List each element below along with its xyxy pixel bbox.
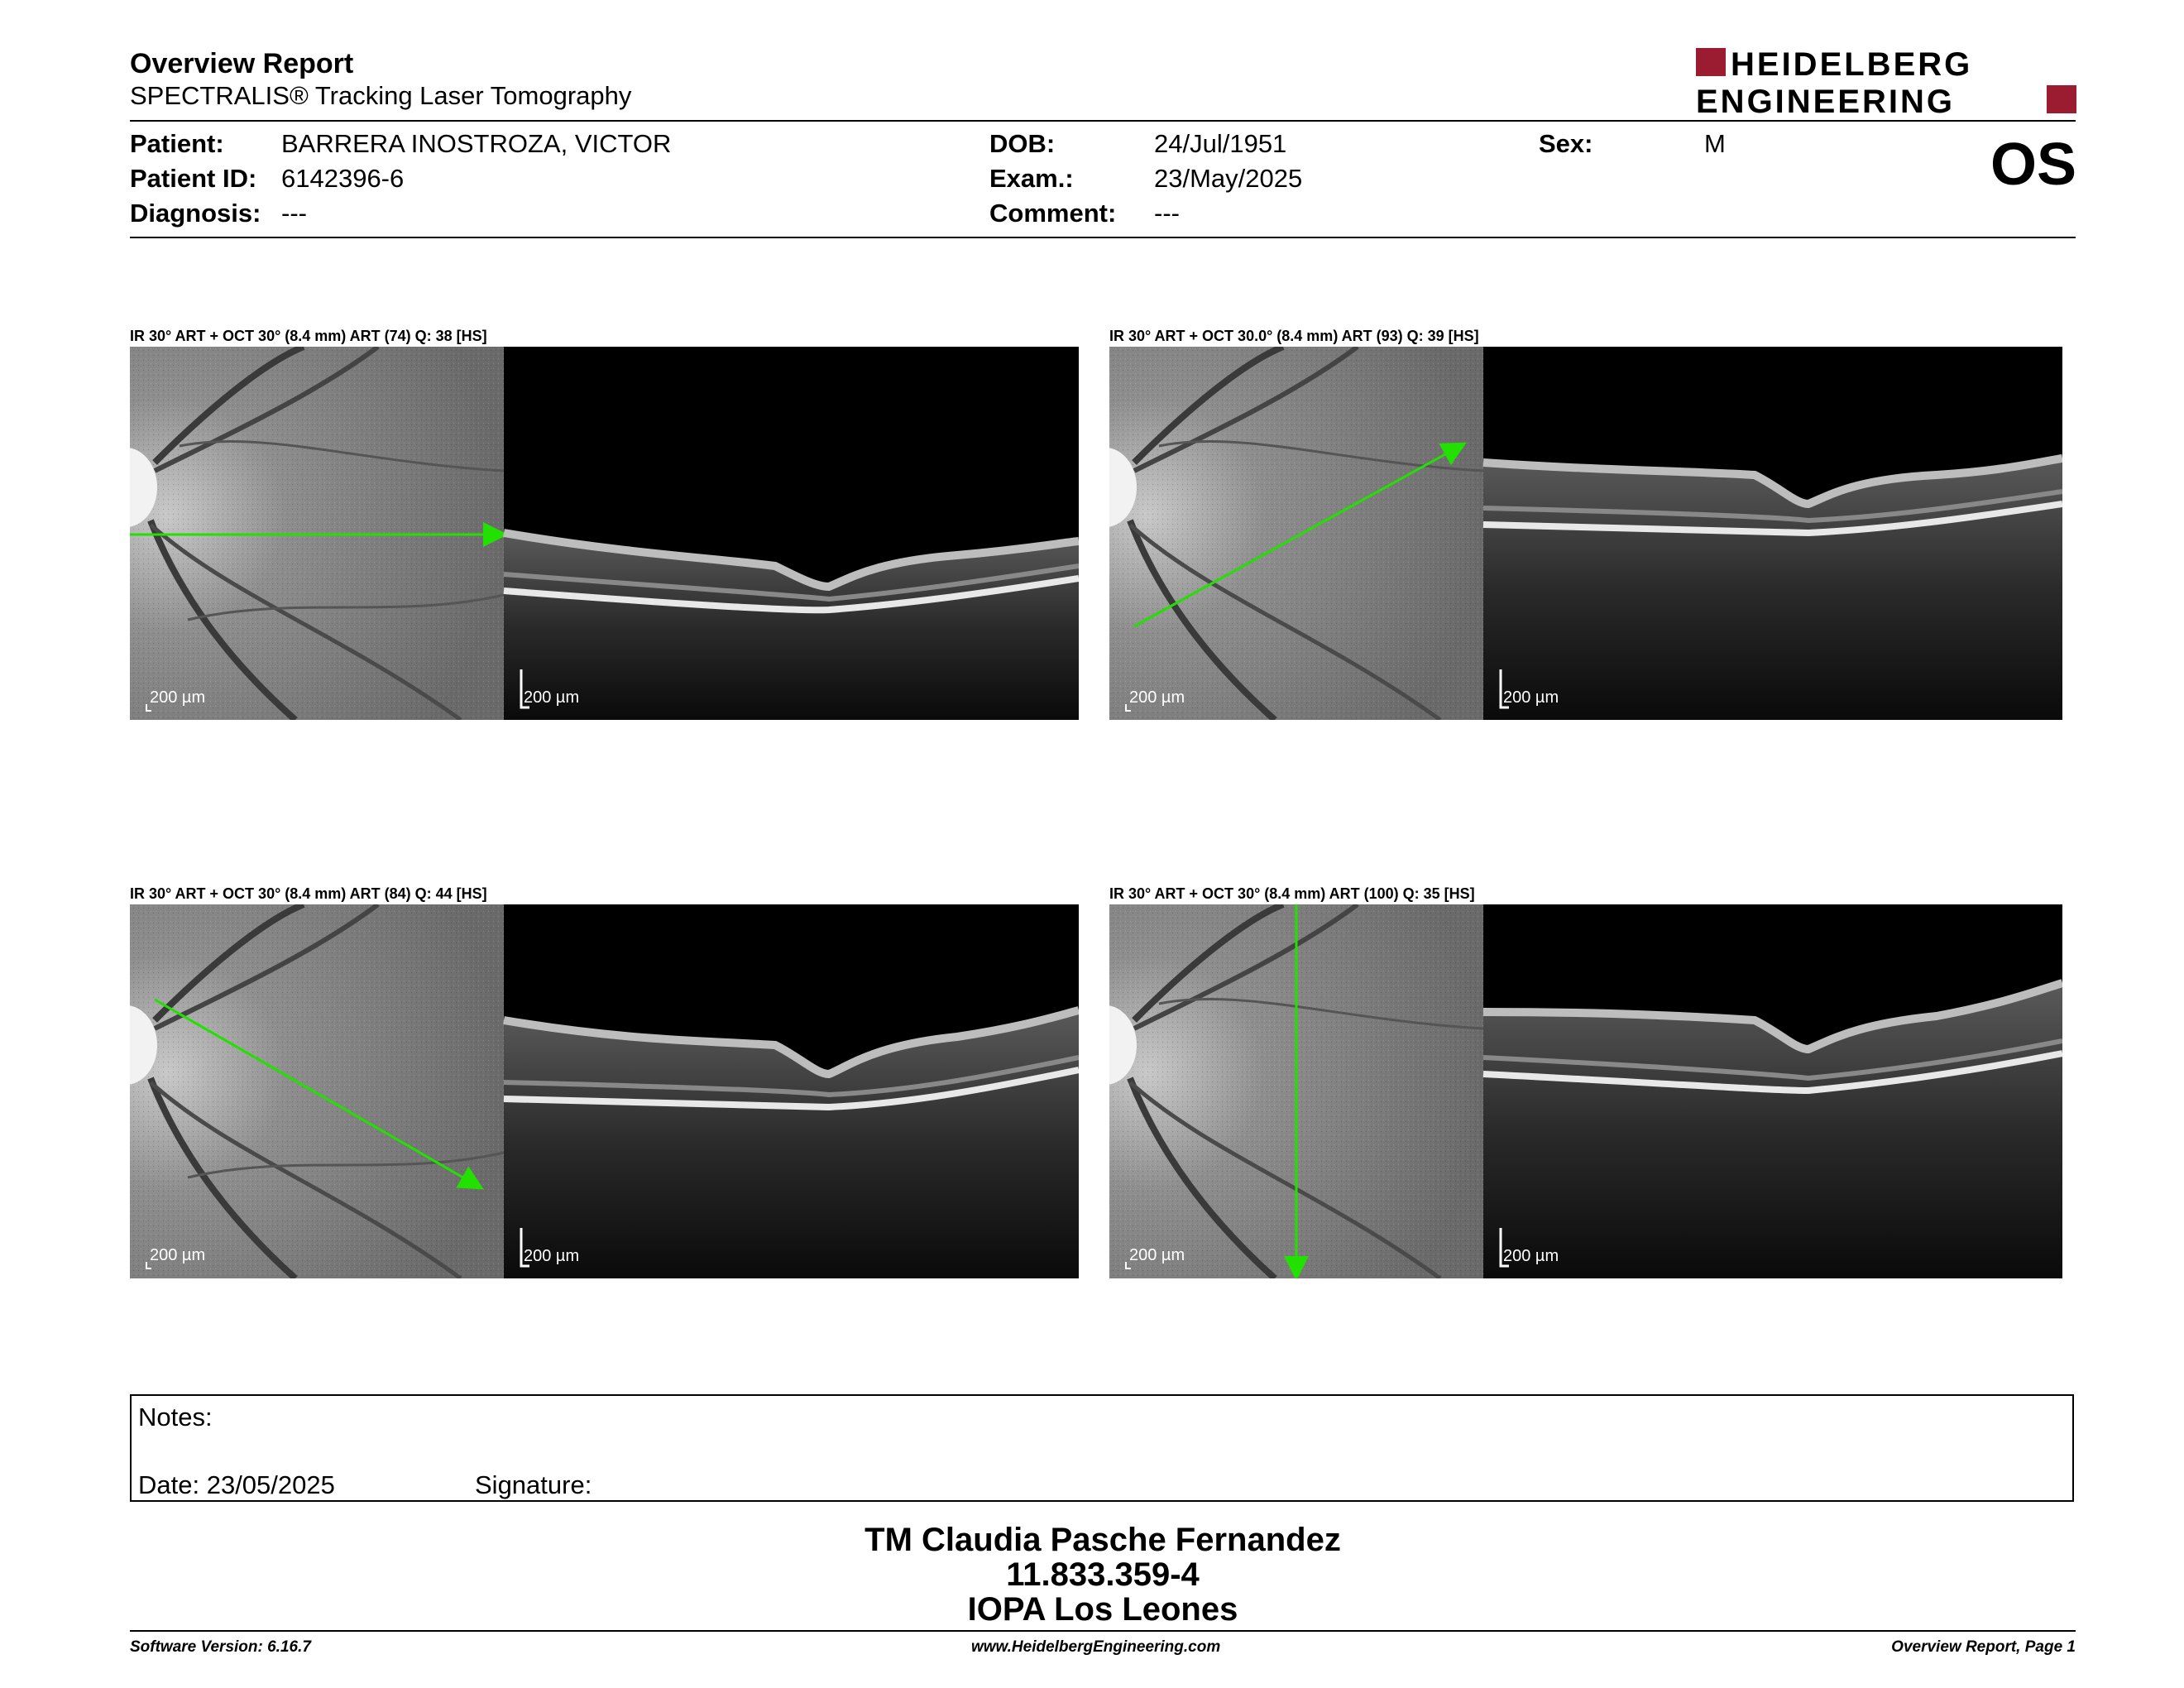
dob-label: DOB: (989, 129, 1056, 158)
dob-value: 24/Jul/1951 (1154, 129, 1287, 158)
ir-scale-label: 200 µm (1129, 1246, 1185, 1264)
scan-caption-1: IR 30° ART + OCT 30° (8.4 mm) ART (74) Q: 38 [HS] (130, 328, 487, 344)
notes-box (130, 1394, 2074, 1502)
signature-label: Signature: (475, 1470, 592, 1499)
exam-label: Exam.: (989, 164, 1074, 193)
scan-panel-2 (1109, 347, 2062, 720)
heidelberg-logo (1696, 46, 2076, 117)
ir-scale-label: 200 µm (1129, 688, 1185, 707)
diagnosis-value: --- (281, 199, 307, 228)
scan-panel-3 (130, 904, 1079, 1278)
oct-scale-label: 200 µm (1503, 1247, 1559, 1265)
patient-id-label: Patient ID: (130, 164, 257, 193)
patient-label: Patient: (130, 129, 224, 158)
scan-panel-1 (130, 347, 1079, 720)
exam-value: 23/May/2025 (1154, 164, 1303, 193)
stamp-id: 11.833.359-4 (1006, 1556, 1200, 1593)
website-link[interactable]: www.HeidelbergEngineering.com (971, 1638, 1221, 1656)
page-number: Overview Report, Page 1 (1891, 1638, 2076, 1656)
scan-image-4 (1109, 904, 2062, 1278)
report-title: Overview Report (130, 48, 354, 79)
sex-label: Sex: (1539, 129, 1593, 158)
scan-image-1 (130, 347, 1079, 720)
ir-scale-label: 200 µm (150, 1246, 206, 1264)
patient-id: 6142396-6 (281, 164, 405, 193)
scan-image-3 (130, 904, 1079, 1278)
logo-line1: HEIDELBERG (1731, 46, 1973, 83)
stamp-name: TM Claudia Pasche Fernandez (864, 1522, 1341, 1558)
report-subtitle: SPECTRALIS® Tracking Laser Tomography (130, 81, 632, 110)
stamp-clinic: IOPA Los Leones (967, 1591, 1238, 1628)
scan-caption-4: IR 30° ART + OCT 30° (8.4 mm) ART (100) Q: 35 [HS] (1109, 885, 1475, 902)
software-version: Software Version: 6.16.7 (130, 1638, 311, 1656)
oct-scale-label: 200 µm (524, 1247, 580, 1265)
oct-scale-label: 200 µm (524, 688, 580, 707)
header-rule-bottom (130, 237, 2076, 238)
eye-indicator: OS (1990, 132, 2076, 198)
footer-rule (130, 1630, 2076, 1632)
logo-line2: ENGINEERING (1696, 84, 1956, 117)
comment-label: Comment: (989, 199, 1117, 228)
scan-image-2 (1109, 347, 2062, 720)
scan-caption-2: IR 30° ART + OCT 30.0° (8.4 mm) ART (93) Q: 39 [HS] (1109, 328, 1479, 344)
patient-name: BARRERA INOSTROZA, VICTOR (281, 129, 672, 158)
sex-value: M (1704, 129, 1726, 158)
notes-date: Date: 23/05/2025 (138, 1470, 335, 1499)
ir-scale-label: 200 µm (150, 688, 206, 707)
comment-value: --- (1154, 199, 1180, 228)
diagnosis-label: Diagnosis: (130, 199, 261, 228)
oct-scale-label: 200 µm (1503, 688, 1559, 707)
header-rule-top (130, 120, 2076, 122)
scan-panel-4 (1109, 904, 2062, 1278)
notes-label: Notes: (138, 1403, 213, 1431)
scan-caption-3: IR 30° ART + OCT 30° (8.4 mm) ART (84) Q: 44 [HS] (130, 885, 487, 902)
